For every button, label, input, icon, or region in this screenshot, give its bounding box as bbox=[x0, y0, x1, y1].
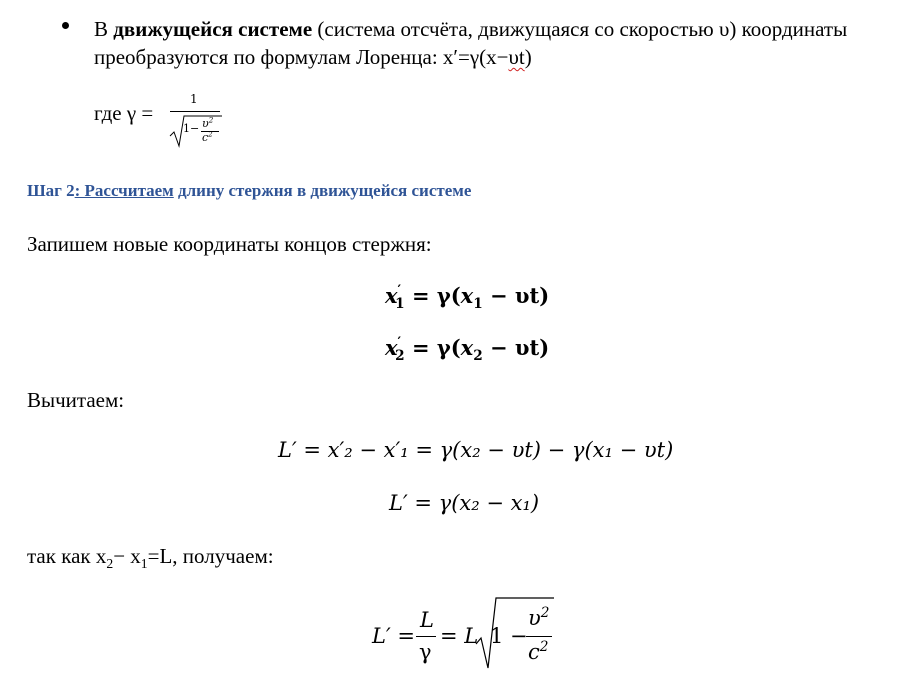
equation-l-prime-gamma: L′ = γ(x₂ − x₁) bbox=[389, 491, 540, 515]
final-equation bbox=[372, 596, 562, 674]
bullet-prefix: В bbox=[94, 17, 114, 41]
final-fraction-bar bbox=[416, 636, 436, 637]
subtract-label: Вычитаем: bbox=[27, 388, 125, 412]
gamma-v-squared: $\upsilon^2$ bbox=[202, 115, 214, 130]
bullet-bold-term: движущейся системе bbox=[113, 17, 313, 41]
equation-x2-prime: $x'_2 = \gamma(x_2 - \upsilon t)$ bbox=[385, 335, 550, 365]
bullet-line2-end: ) bbox=[524, 45, 532, 69]
bullet-line-2 bbox=[94, 44, 532, 70]
gamma-fraction bbox=[168, 92, 224, 154]
step-heading-underlined: : Рассчитаем bbox=[74, 181, 174, 200]
final-lhs: L′ = bbox=[372, 624, 415, 648]
final-c-squared: $c^2$ bbox=[528, 639, 549, 664]
gamma-c-squared: $c^2$ bbox=[202, 129, 213, 144]
step-heading-number: Шаг 2 bbox=[27, 181, 75, 200]
since-text: так как $x_2- x_1=L$, получаем: bbox=[27, 544, 274, 572]
step-heading bbox=[27, 181, 471, 201]
final-fraction-denominator: γ bbox=[419, 640, 432, 664]
step-heading-rest: длину стержня в движущейся системе bbox=[173, 181, 472, 200]
final-mid: = L bbox=[440, 624, 479, 648]
equation-x1-prime: $x'_1 = \gamma(x_1 - \upsilon t)$ bbox=[385, 283, 550, 313]
gamma-numerator: 1 bbox=[190, 92, 198, 106]
final-inner-bar bbox=[526, 636, 552, 637]
spellcheck-underlined-text[interactable]: υt bbox=[508, 45, 525, 69]
bullet-line-1 bbox=[94, 16, 847, 42]
equation-difference: L′ = x′₂ − x′₁ = γ(x₂ − υt) − γ(x₁ − υt) bbox=[278, 438, 674, 462]
intro-text: Запишем новые координаты концов стержня: bbox=[27, 232, 432, 256]
gamma-radicand-lead: 1− bbox=[183, 122, 200, 135]
final-one-minus: 1 − bbox=[490, 624, 528, 648]
final-fraction-numerator: L bbox=[420, 608, 434, 632]
final-v-squared: $\upsilon^2$ bbox=[528, 605, 550, 630]
bullet-marker bbox=[62, 22, 69, 29]
bullet-rest-line1: (система отсчёта, движущаяся со скоростью υ) координаты bbox=[312, 17, 848, 41]
bullet-line2-text: преобразуются по формулам Лоренца: x′=γ(x− bbox=[94, 45, 509, 69]
gamma-label: где γ = bbox=[94, 101, 154, 125]
